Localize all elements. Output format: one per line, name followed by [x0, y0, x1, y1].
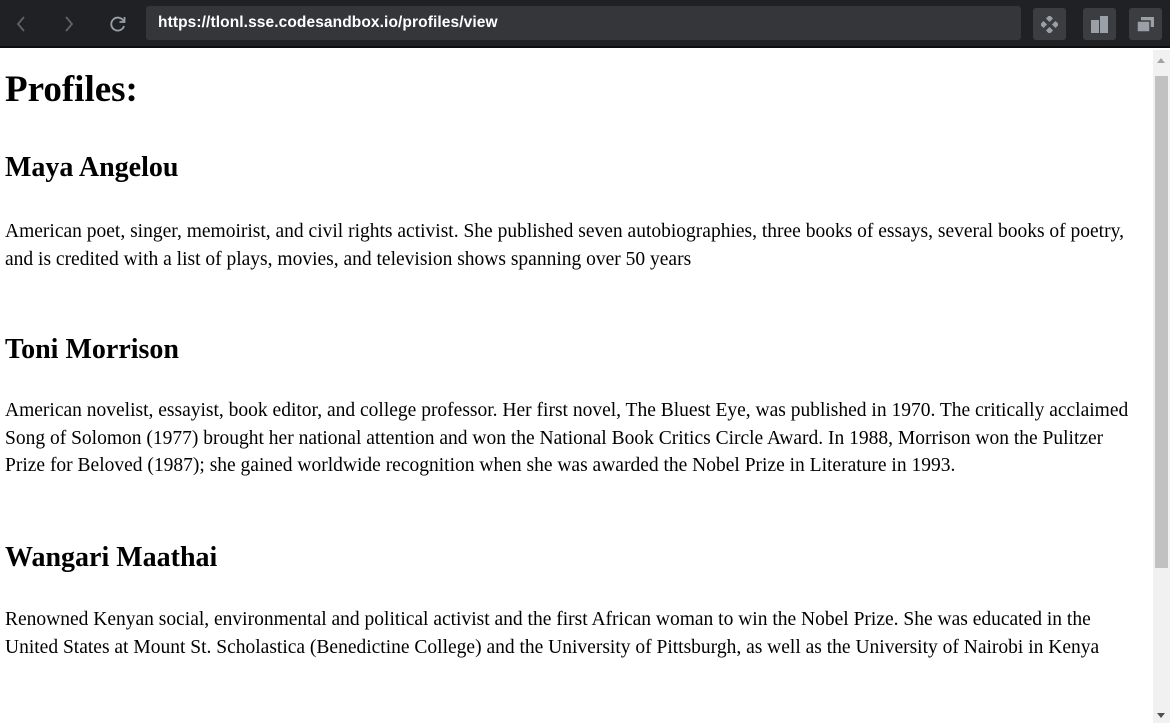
profile-name: Toni Morrison [5, 334, 179, 365]
split-view-icon [1091, 16, 1108, 33]
back-button[interactable] [12, 14, 32, 34]
window-button[interactable] [1129, 8, 1162, 40]
profile-name: Maya Angelou [5, 152, 179, 183]
profile-bio: American poet, singer, memoirist, and civil rights activist. She published seven autobiographies, three books of essays, several books of poetry, and is credited with a list of plays, movies, and television shows spanning over 50 years [5, 221, 1124, 270]
reload-button[interactable] [108, 14, 128, 34]
scroll-down-arrow-icon[interactable] [1157, 713, 1165, 718]
reload-icon [108, 14, 128, 34]
scrollbar-thumb[interactable] [1155, 76, 1168, 568]
extensions-button[interactable] [1033, 8, 1066, 40]
address-bar[interactable] [146, 6, 1021, 40]
browser-toolbar [0, 0, 1170, 48]
window-icon [1137, 16, 1154, 33]
chevron-left-icon [12, 14, 32, 34]
split-view-button[interactable] [1083, 8, 1116, 40]
extensions-icon [1041, 16, 1058, 33]
scroll-up-arrow-icon[interactable] [1157, 58, 1165, 63]
forward-button[interactable] [58, 14, 78, 34]
vertical-scrollbar[interactable] [1153, 50, 1170, 723]
page-content [0, 50, 1153, 723]
page-title: Profiles: [5, 69, 138, 110]
chevron-right-icon [58, 14, 78, 34]
profile-bio: American novelist, essayist, book editor, and college professor. Her first novel, The Bluest Eye, was published in 1970. The critically acclaimed Song of Solomon (1977) brought her national attention and won the National Book Critics Circle Award. In 1988, Morrison won the Pulitzer Prize for Beloved (1987); she gained worldwide recognition when she was awarded the Nobel Prize in Literature in 1993. [5, 400, 1129, 476]
profile-bio: Renowned Kenyan social, environmental and political activist and the first African woman to win the Nobel Prize. She was educated in the United States at Mount St. Scholastica (Benedictine College) and the University of Pittsburgh, as well as the University of Nairobi in Kenya [5, 609, 1100, 658]
url-text: https://tlonl.sse.codesandbox.io/profiles/view [158, 14, 498, 31]
profile-name: Wangari Maathai [5, 542, 218, 573]
